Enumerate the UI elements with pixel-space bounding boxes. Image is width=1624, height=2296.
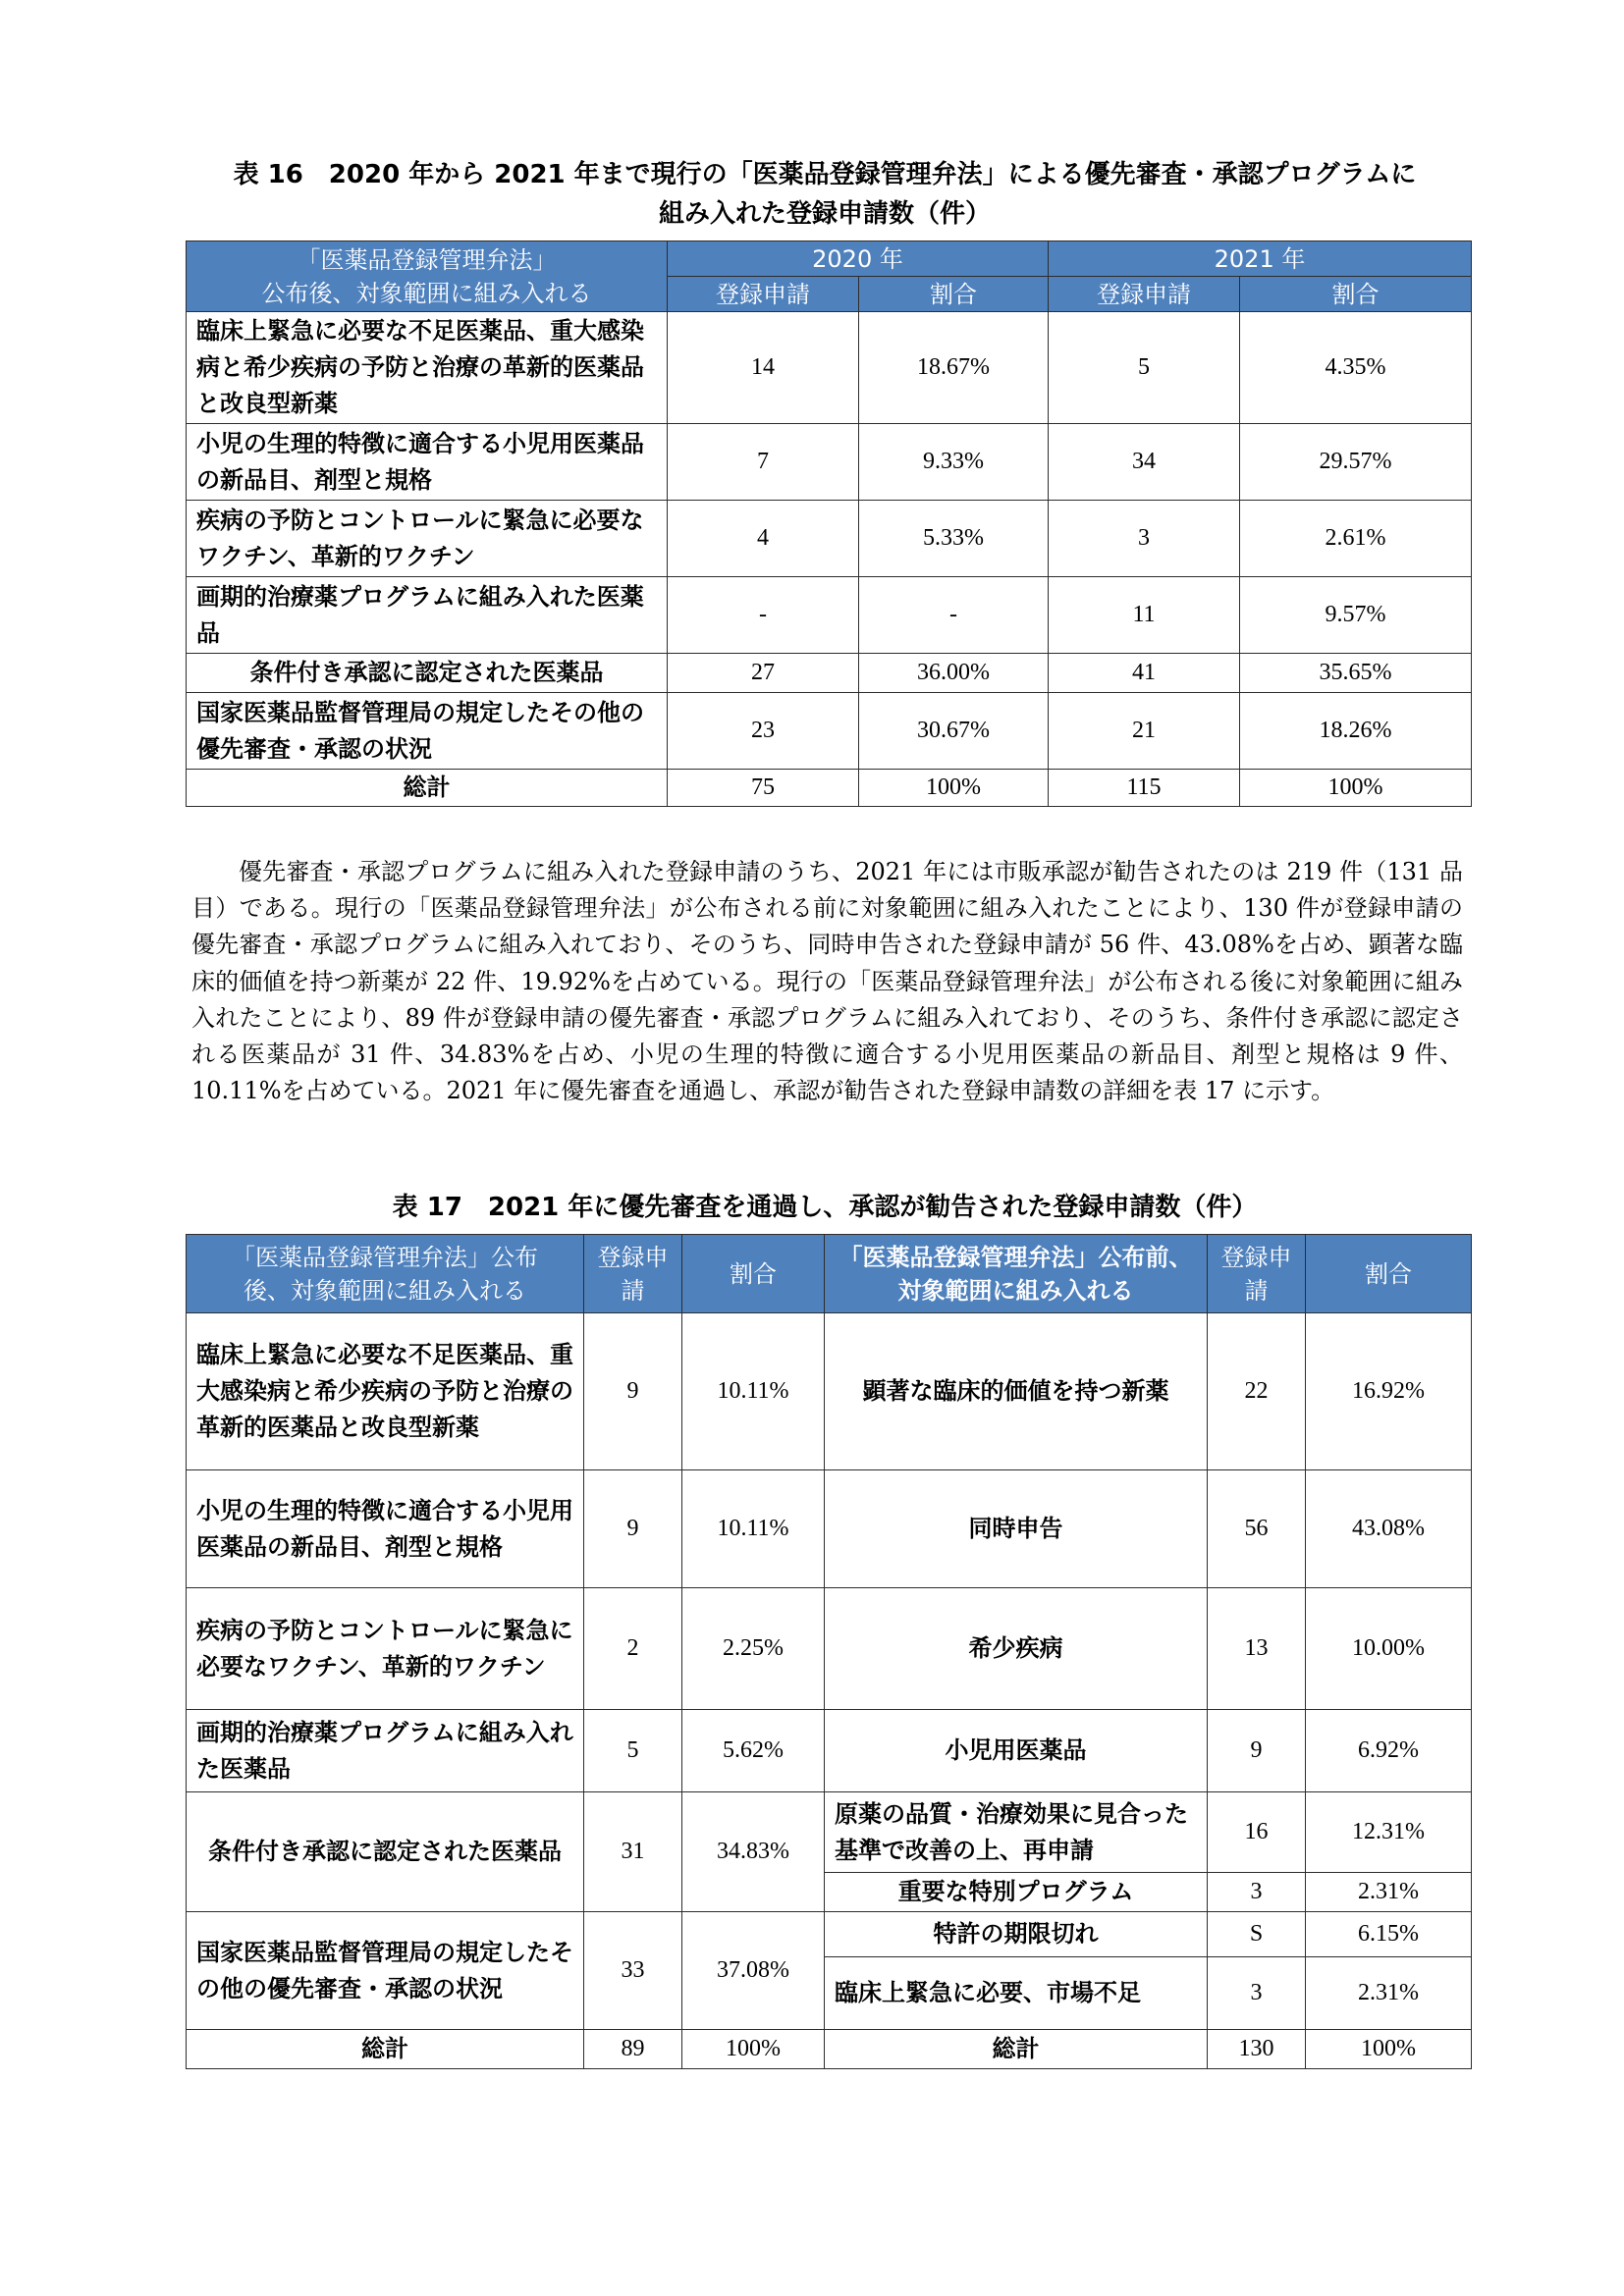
count-2021: 34 [1049, 424, 1240, 501]
right-label: 同時申告 [825, 1470, 1208, 1588]
total-count-2021: 115 [1049, 770, 1240, 807]
table-row [187, 693, 1472, 770]
table-total-row [187, 2030, 1472, 2069]
right-label: 顕著な臨床的価値を持つ新薬 [825, 1313, 1208, 1470]
count-2020: 27 [668, 654, 859, 693]
row-label: 小児の生理的特徴に適合する小児用医薬品の新品目、剤型と規格 [187, 424, 668, 501]
right-label: 臨床上緊急に必要、市場不足 [825, 1957, 1208, 2030]
right-count: 3 [1208, 1873, 1306, 1912]
table16-header-category-line2: 公布後、対象範囲に組み入れる [261, 279, 592, 307]
left-label: 小児の生理的特徴に適合する小児用医薬品の新品目、剤型と規格 [187, 1470, 584, 1588]
table17-header-count-left: 登録申請 [584, 1235, 682, 1313]
table-row [187, 1470, 1472, 1588]
ratio-2020: 36.00% [859, 654, 1049, 693]
row-label: 国家医薬品監督管理局の規定したその他の優先審査・承認の状況 [187, 693, 668, 770]
row-label: 疾病の予防とコントロールに緊急に必要なワクチン、革新的ワクチン [187, 501, 668, 577]
ratio-2021: 35.65% [1240, 654, 1472, 693]
table-row [187, 312, 1472, 424]
left-ratio: 2.25% [682, 1588, 825, 1710]
table17-caption: 表 17 2021 年に優先審査を通過し、承認が勧告された登録申請数（件） [392, 1193, 1258, 1222]
table-row [187, 424, 1472, 501]
left-count: 31 [584, 1792, 682, 1912]
total-ratio-2021: 100% [1240, 770, 1472, 807]
table-row [187, 501, 1472, 577]
count-2021: 41 [1049, 654, 1240, 693]
right-label: 希少疾病 [825, 1588, 1208, 1710]
ratio-2020: 18.67% [859, 312, 1049, 424]
left-count: 9 [584, 1470, 682, 1588]
right-label: 小児用医薬品 [825, 1710, 1208, 1792]
right-count: S [1208, 1912, 1306, 1957]
count-2021: 3 [1049, 501, 1240, 577]
left-count: 2 [584, 1588, 682, 1710]
right-ratio: 6.92% [1306, 1710, 1472, 1792]
left-ratio: 34.83% [682, 1792, 825, 1912]
table17 [186, 1234, 1472, 2069]
table16-header-count-2020: 登録申請 [668, 277, 859, 312]
count-2021: 21 [1049, 693, 1240, 770]
right-count: 16 [1208, 1792, 1306, 1873]
ratio-2021: 18.26% [1240, 693, 1472, 770]
right-count: 13 [1208, 1588, 1306, 1710]
right-label: 重要な特別プログラム [825, 1873, 1208, 1912]
table16-header-2020: 2020 年 [668, 241, 1049, 277]
left-ratio: 10.11% [682, 1470, 825, 1588]
right-count: 22 [1208, 1313, 1306, 1470]
left-count: 5 [584, 1710, 682, 1792]
ratio-2021: 4.35% [1240, 312, 1472, 424]
table-row [187, 1912, 1472, 1957]
right-ratio: 10.00% [1306, 1588, 1472, 1710]
count-2020: 7 [668, 424, 859, 501]
table16-header-category [187, 241, 668, 312]
left-count: 33 [584, 1912, 682, 2030]
left-count: 9 [584, 1313, 682, 1470]
table-row [187, 1588, 1472, 1710]
left-ratio: 10.11% [682, 1313, 825, 1470]
table16-header-count-2021: 登録申請 [1049, 277, 1240, 312]
count-2020: 4 [668, 501, 859, 577]
left-label: 条件付き承認に認定された医薬品 [187, 1792, 584, 1912]
total-count-left: 89 [584, 2030, 682, 2069]
table-row [187, 654, 1472, 693]
ratio-2020: 9.33% [859, 424, 1049, 501]
table-row [187, 577, 1472, 654]
right-label: 原薬の品質・治療効果に見合った基準で改善の上、再申請 [825, 1792, 1208, 1873]
table16-header-ratio-2020: 割合 [859, 277, 1049, 312]
right-ratio: 16.92% [1306, 1313, 1472, 1470]
table16-header-ratio-2021: 割合 [1240, 277, 1472, 312]
ratio-2020: - [859, 577, 1049, 654]
total-label-right: 総計 [825, 2030, 1208, 2069]
right-ratio: 6.15% [1306, 1912, 1472, 1957]
right-ratio: 2.31% [1306, 1873, 1472, 1912]
right-label: 特許の期限切れ [825, 1912, 1208, 1957]
left-label: 国家医薬品監督管理局の規定したその他の優先審査・承認の状況 [187, 1912, 584, 2030]
right-ratio: 12.31% [1306, 1792, 1472, 1873]
right-count: 56 [1208, 1470, 1306, 1588]
total-count-right: 130 [1208, 2030, 1306, 2069]
left-ratio: 5.62% [682, 1710, 825, 1792]
row-label: 条件付き承認に認定された医薬品 [187, 654, 668, 693]
table16-caption-line2: 組み入れた登録申請数（件） [658, 199, 991, 229]
count-2021: 5 [1049, 312, 1240, 424]
row-label: 画期的治療薬プログラムに組み入れた医薬品 [187, 577, 668, 654]
table-row [187, 1792, 1472, 1873]
right-ratio: 2.31% [1306, 1957, 1472, 2030]
total-count-2020: 75 [668, 770, 859, 807]
ratio-2020: 5.33% [859, 501, 1049, 577]
table16-header-category-line1: 「医薬品登録管理弁法」 [297, 245, 557, 274]
table17-header-before-category: 「医薬品登録管理弁法」公布前、対象範囲に組み入れる [825, 1235, 1208, 1313]
count-2020: 14 [668, 312, 859, 424]
ratio-2021: 9.57% [1240, 577, 1472, 654]
table-total-row [187, 770, 1472, 807]
count-2021: 11 [1049, 577, 1240, 654]
table17-header-ratio-right: 割合 [1306, 1235, 1472, 1313]
ratio-2020: 30.67% [859, 693, 1049, 770]
right-count: 9 [1208, 1710, 1306, 1792]
left-label: 画期的治療薬プログラムに組み入れた医薬品 [187, 1710, 584, 1792]
left-label: 臨床上緊急に必要な不足医薬品、重大感染病と希少疾病の予防と治療の革新的医薬品と改良型新薬 [187, 1313, 584, 1470]
body-paragraph: 優先審査・承認プログラムに組み入れた登録申請のうち、2021 年には市販承認が勧告されたのは 219 件（131 品目）である。現行の「医薬品登録管理弁法」が公布される前に対象範囲に組み入れたことにより、130 件が登録申請の優先審査・承認プログラムに組み入れており、そのうち、同時申告された登録申請が 56 件、43.08%を占め、顕著な臨床的価値を持つ新薬が 22 件、19.92%を占めている。現行の「医薬品登録管理弁法」が公布される後に対象範囲に組み入れたことにより、89 件が登録申請の優先審査・承認プログラムに組み入れており、そのうち、条件付き承認に認定される医薬品が 31 件、34.83%を占め、小児の生理的特徴に適合する小児用医薬品の新品目、剤型と規格は 9 件、10.11%を占めている。2021 年に優先審査を通過し、承認が勧告された登録申請数の詳細を表 17 に示す。 [191, 858, 1463, 1105]
ratio-2021: 2.61% [1240, 501, 1472, 577]
row-label: 臨床上緊急に必要な不足医薬品、重大感染病と希少疾病の予防と治療の革新的医薬品と改良型新薬 [187, 312, 668, 424]
table-row [187, 1710, 1472, 1792]
left-ratio: 37.08% [682, 1912, 825, 2030]
total-label: 総計 [187, 770, 668, 807]
table16-caption-line1: 表 16 2020 年から 2021 年まで現行の「医薬品登録管理弁法」による優先審査・承認プログラムに [233, 160, 1417, 189]
total-ratio-right: 100% [1306, 2030, 1472, 2069]
table16 [186, 240, 1472, 807]
table17-header-ratio-left: 割合 [682, 1235, 825, 1313]
total-label-left: 総計 [187, 2030, 584, 2069]
table-row [187, 1313, 1472, 1470]
table16-header-2021: 2021 年 [1049, 241, 1472, 277]
table16-caption [177, 155, 1473, 234]
right-ratio: 43.08% [1306, 1470, 1472, 1588]
total-ratio-left: 100% [682, 2030, 825, 2069]
right-count: 3 [1208, 1957, 1306, 2030]
total-ratio-2020: 100% [859, 770, 1049, 807]
left-label: 疾病の予防とコントロールに緊急に必要なワクチン、革新的ワクチン [187, 1588, 584, 1710]
count-2020: 23 [668, 693, 859, 770]
count-2020: - [668, 577, 859, 654]
table17-header-after-category: 「医薬品登録管理弁法」公布後、対象範囲に組み入れる [187, 1235, 584, 1313]
table17-header-count-right: 登録申請 [1208, 1235, 1306, 1313]
ratio-2021: 29.57% [1240, 424, 1472, 501]
